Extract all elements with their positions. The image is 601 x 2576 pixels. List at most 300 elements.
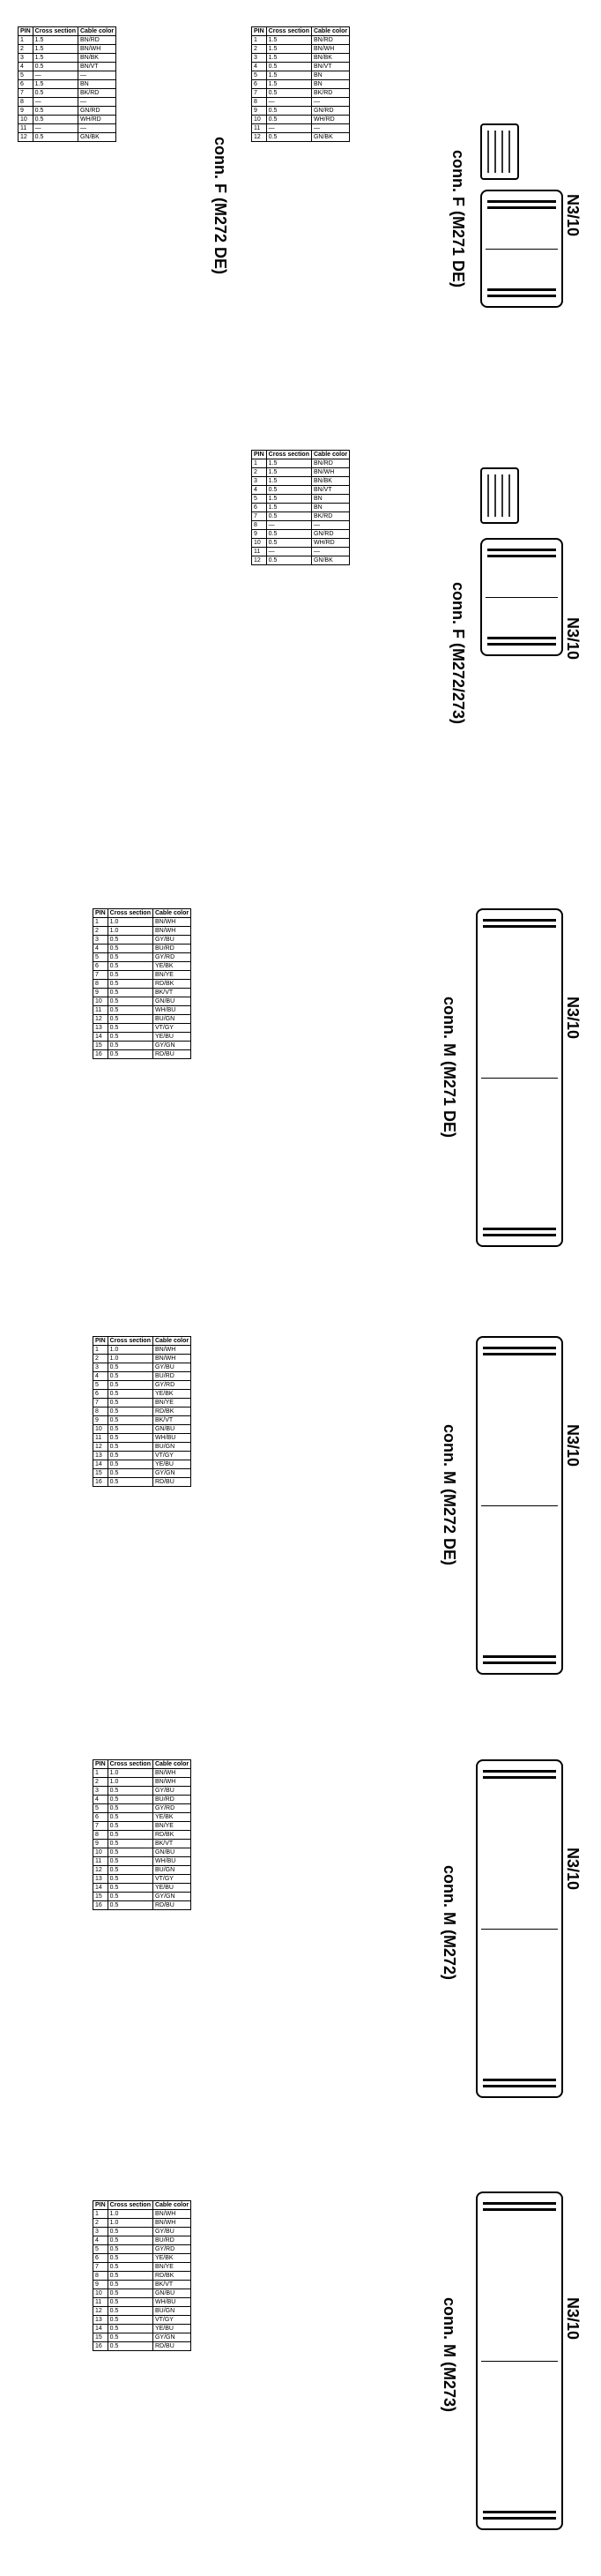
cable-color-cell: BN/VT — [311, 486, 349, 495]
pin-cell: 11 — [93, 1006, 108, 1015]
cable-color-cell: RD/BU — [152, 1478, 190, 1487]
pin-cell: 9 — [93, 2281, 108, 2289]
cable-color-cell: WH/BU — [152, 1006, 190, 1015]
cable-color-cell: BN/WH — [152, 1346, 190, 1355]
cross-section-cell: 1.5 — [266, 477, 311, 486]
pin-cell: 13 — [93, 1024, 108, 1033]
cross-section-cell: 0.5 — [108, 962, 152, 971]
cable-color-cell: RD/BU — [152, 1050, 190, 1059]
pin-cell: 3 — [93, 1363, 108, 1372]
pin-cell: 16 — [93, 2342, 108, 2351]
cross-section-cell: 0.5 — [108, 1469, 152, 1478]
table-row — [93, 1478, 191, 1487]
pin-cell: 7 — [252, 512, 267, 521]
cross-section-cell: 0.5 — [108, 2325, 152, 2333]
pin-table-m-m272 — [93, 1759, 191, 1910]
cross-section-cell: 0.5 — [108, 1042, 152, 1050]
cable-color-cell: BU/GN — [152, 2307, 190, 2316]
pin-cell: 3 — [93, 936, 108, 945]
pin-cell: 5 — [93, 1804, 108, 1813]
cross-section-cell: 0.5 — [266, 530, 311, 539]
cross-section-cell: 0.5 — [108, 1875, 152, 1884]
cable-color-cell: — — [311, 521, 349, 530]
connector-m-diagram — [476, 2191, 563, 2530]
cross-section-cell: 0.5 — [108, 2263, 152, 2272]
cable-color-cell: BN/YE — [152, 2263, 190, 2272]
connector-f-pins-diagram — [480, 190, 563, 308]
pin-cell: 9 — [19, 107, 33, 116]
cross-section-cell: 0.5 — [108, 1901, 152, 1910]
pin-cell: 16 — [93, 1901, 108, 1910]
panel-title: N3/10 — [564, 194, 582, 237]
pin-header: PIN — [93, 909, 108, 918]
cable-color-cell: BU/GN — [152, 1015, 190, 1024]
cross-section-cell: 1.5 — [33, 80, 78, 89]
pin-cell: 11 — [93, 1857, 108, 1866]
cable-color-cell: BK/RD — [311, 512, 349, 521]
pin-cell: 8 — [93, 1407, 108, 1416]
cross-section-cell: 0.5 — [266, 556, 311, 565]
cross-section-cell: 0.5 — [108, 989, 152, 997]
pin-cell: 14 — [93, 2325, 108, 2333]
cable-color-cell: BN/WH — [311, 468, 349, 477]
cross-section-cell: 0.5 — [266, 539, 311, 548]
cable-color-cell: RD/BU — [152, 1901, 190, 1910]
pin-header: PIN — [93, 2201, 108, 2210]
pin-cell: 14 — [93, 1884, 108, 1893]
cable-color-cell: — — [78, 98, 115, 107]
pin-cell: 7 — [93, 1399, 108, 1407]
panel-subtitle: conn. M (M273) — [441, 2297, 458, 2413]
table-row — [19, 89, 116, 98]
pin-cell: 7 — [93, 971, 108, 980]
table-row — [93, 1390, 191, 1399]
pin-cell: 11 — [93, 1434, 108, 1443]
table-header-row — [252, 451, 350, 459]
pin-cell: 5 — [252, 71, 267, 80]
table-row — [252, 107, 350, 116]
table-row — [252, 98, 350, 107]
panel-m-m273 — [0, 2165, 601, 2576]
cable-color-cell: BK/RD — [78, 89, 115, 98]
table-row — [93, 1050, 191, 1059]
pin-cell: 2 — [93, 927, 108, 936]
table-header-row — [93, 1337, 191, 1346]
pin-cell: 10 — [93, 1848, 108, 1857]
pin-cell: 12 — [93, 1866, 108, 1875]
pin-cell: 1 — [252, 459, 267, 468]
table-row — [93, 1884, 191, 1893]
table-row — [19, 116, 116, 124]
pin-header: PIN — [93, 1760, 108, 1769]
cable-color-cell: GN/BK — [311, 133, 349, 142]
cross-section-cell: 1.5 — [33, 54, 78, 63]
cross-section-cell: 0.5 — [108, 1381, 152, 1390]
cross-section-cell: 0.5 — [108, 2228, 152, 2236]
pin-cell: 1 — [93, 918, 108, 927]
cable-color-cell: GY/BU — [152, 936, 190, 945]
pin-cell: 8 — [19, 98, 33, 107]
cross-section-header: Cross section — [108, 1337, 152, 1346]
cross-section-cell: 0.5 — [266, 116, 311, 124]
panel-title: N3/10 — [564, 617, 582, 661]
cable-color-cell: GY/RD — [152, 953, 190, 962]
cross-section-cell: 0.5 — [108, 953, 152, 962]
cable-color-cell: YE/BU — [152, 1884, 190, 1893]
table-row — [93, 1363, 191, 1372]
table-row — [252, 116, 350, 124]
pin-cell: 5 — [93, 953, 108, 962]
table-row — [252, 504, 350, 512]
cross-section-cell: 0.5 — [108, 1050, 152, 1059]
table-row — [93, 1901, 191, 1910]
cross-section-cell: 0.5 — [266, 63, 311, 71]
cable-color-cell: BU/GN — [152, 1443, 190, 1452]
cross-section-cell: 0.5 — [108, 2316, 152, 2325]
table-row — [93, 1804, 191, 1813]
cable-color-cell: BN/YE — [152, 971, 190, 980]
table-header-row — [93, 1760, 191, 1769]
cable-color-cell: GY/GN — [152, 1042, 190, 1050]
pin-cell: 3 — [93, 2228, 108, 2236]
cable-color-cell: WH/RD — [311, 539, 349, 548]
table-row — [93, 1796, 191, 1804]
cross-section-cell: 0.5 — [33, 107, 78, 116]
table-row — [93, 2272, 191, 2281]
pin-cell: 15 — [93, 1893, 108, 1901]
table-row — [252, 521, 350, 530]
pin-cell: 8 — [93, 2272, 108, 2281]
pin-cell: 6 — [93, 1813, 108, 1822]
table-row — [19, 107, 116, 116]
pin-cell: 6 — [93, 1390, 108, 1399]
cross-section-cell: 0.5 — [108, 997, 152, 1006]
table-row — [93, 953, 191, 962]
cable-color-cell: WH/BU — [152, 1434, 190, 1443]
cross-section-cell: 0.5 — [108, 1822, 152, 1831]
pin-cell: 2 — [93, 1355, 108, 1363]
cross-section-cell: 0.5 — [266, 133, 311, 142]
cross-section-cell: 0.5 — [33, 133, 78, 142]
pin-cell: 2 — [252, 468, 267, 477]
cable-color-header: Cable color — [78, 27, 115, 36]
cable-color-cell: WH/BU — [152, 2298, 190, 2307]
pin-cell: 8 — [252, 521, 267, 530]
cable-color-cell: GN/BK — [78, 133, 115, 142]
cross-section-cell: 0.5 — [108, 1443, 152, 1452]
table-row — [93, 1460, 191, 1469]
cable-color-header: Cable color — [152, 909, 190, 918]
cross-section-cell: 0.5 — [108, 980, 152, 989]
cable-color-cell: RD/BK — [152, 980, 190, 989]
pin-cell: 9 — [93, 1840, 108, 1848]
table-row — [252, 45, 350, 54]
table-row — [93, 1381, 191, 1390]
cable-color-header: Cable color — [311, 451, 349, 459]
cable-color-header: Cable color — [152, 1760, 190, 1769]
table-row — [19, 36, 116, 45]
table-row — [93, 1416, 191, 1425]
cross-section-cell: 0.5 — [108, 1460, 152, 1469]
cross-section-cell: — — [33, 124, 78, 133]
pin-cell: 3 — [93, 1787, 108, 1796]
table-row — [93, 2316, 191, 2325]
cross-section-cell: 1.0 — [108, 1769, 152, 1778]
pin-cell: 2 — [93, 1778, 108, 1787]
table-row — [93, 1857, 191, 1866]
table-row — [93, 2228, 191, 2236]
pin-cell: 4 — [93, 1796, 108, 1804]
pin-cell: 6 — [252, 80, 267, 89]
cable-color-cell: BK/VT — [152, 1840, 190, 1848]
cross-section-cell: 1.5 — [266, 71, 311, 80]
cable-color-cell: VT/GY — [152, 1875, 190, 1884]
pin-cell: 2 — [93, 2219, 108, 2228]
table-row — [93, 2289, 191, 2298]
cable-color-cell: BN/WH — [152, 1778, 190, 1787]
cable-color-cell: YE/BK — [152, 1390, 190, 1399]
cable-color-cell: GN/RD — [311, 107, 349, 116]
cable-color-cell: BN/RD — [311, 36, 349, 45]
cable-color-cell: RD/BU — [152, 2342, 190, 2351]
cable-color-cell: GN/BU — [152, 2289, 190, 2298]
table-row — [93, 1024, 191, 1033]
cross-section-cell: 1.5 — [266, 459, 311, 468]
table-row — [93, 2263, 191, 2272]
table-row — [93, 1452, 191, 1460]
table-row — [93, 1434, 191, 1443]
cable-color-cell: RD/BK — [152, 1407, 190, 1416]
cross-section-cell: 0.5 — [266, 512, 311, 521]
pin-cell: 4 — [93, 945, 108, 953]
table-row — [19, 80, 116, 89]
table-row — [93, 927, 191, 936]
cable-color-cell: BU/GN — [152, 1866, 190, 1875]
cross-section-cell: 0.5 — [108, 1831, 152, 1840]
panel-subtitle: conn. M (M272) — [441, 1865, 458, 1981]
panel-title: N3/10 — [564, 1848, 582, 1891]
table-row — [93, 1346, 191, 1355]
cable-color-cell: YE/BU — [152, 1460, 190, 1469]
cable-color-cell: BN/WH — [152, 1769, 190, 1778]
panel-title: N3/10 — [564, 997, 582, 1040]
table-row — [93, 1875, 191, 1884]
pin-cell: 7 — [19, 89, 33, 98]
table-row — [93, 1893, 191, 1901]
panel-subtitle: conn. F (M272/273) — [449, 582, 467, 725]
table-row — [93, 1355, 191, 1363]
cross-section-cell: 0.5 — [108, 2281, 152, 2289]
cable-color-cell: — — [78, 71, 115, 80]
table-row — [93, 1015, 191, 1024]
cable-color-cell: BN — [311, 495, 349, 504]
panel-subtitle: conn. F (M271 DE) — [449, 150, 467, 288]
cross-section-cell: 0.5 — [108, 1033, 152, 1042]
table-row — [93, 1443, 191, 1452]
panel-m-m272 — [0, 1742, 601, 2165]
cable-color-cell: BN/BK — [311, 477, 349, 486]
table-row — [19, 98, 116, 107]
cross-section-cell: — — [33, 71, 78, 80]
cable-color-cell: GY/BU — [152, 2228, 190, 2236]
pin-cell: 16 — [93, 1050, 108, 1059]
cross-section-cell: 0.5 — [33, 63, 78, 71]
cross-section-cell: 1.5 — [266, 80, 311, 89]
cable-color-cell: GY/RD — [152, 2245, 190, 2254]
table-row — [93, 945, 191, 953]
pin-cell: 7 — [93, 1822, 108, 1831]
cable-color-cell: BN/YE — [152, 1399, 190, 1407]
pin-cell: 10 — [19, 116, 33, 124]
cable-color-cell: BU/RD — [152, 945, 190, 953]
table-row — [93, 2333, 191, 2342]
cross-section-cell: 0.5 — [108, 1813, 152, 1822]
table-row — [93, 2307, 191, 2316]
cross-section-cell: 0.5 — [108, 2307, 152, 2316]
cable-color-cell: BN — [311, 71, 349, 80]
table-row — [93, 1778, 191, 1787]
table-row — [93, 1822, 191, 1831]
pin-cell: 11 — [252, 124, 267, 133]
table-row — [252, 556, 350, 565]
table-row — [93, 2325, 191, 2333]
cross-section-cell: 0.5 — [108, 945, 152, 953]
connector-m-diagram — [476, 1336, 563, 1675]
cable-color-cell: VT/GY — [152, 1452, 190, 1460]
connector-m-diagram — [476, 908, 563, 1247]
pin-header: PIN — [93, 1337, 108, 1346]
table-row — [252, 36, 350, 45]
pin-cell: 9 — [93, 989, 108, 997]
pin-cell: 12 — [93, 1015, 108, 1024]
table-row — [93, 2254, 191, 2263]
cross-section-cell: 0.5 — [266, 486, 311, 495]
table-row — [93, 989, 191, 997]
pin-cell: 2 — [19, 45, 33, 54]
connector-f-diagram — [480, 467, 519, 524]
cable-color-cell: GN/BU — [152, 1848, 190, 1857]
cross-section-cell: 0.5 — [108, 1363, 152, 1372]
cross-section-cell: 1.5 — [33, 45, 78, 54]
cable-color-cell: VT/GY — [152, 2316, 190, 2325]
table-row — [252, 71, 350, 80]
pin-cell: 6 — [252, 504, 267, 512]
pin-header: PIN — [19, 27, 33, 36]
table-row — [19, 133, 116, 142]
table-row — [93, 2342, 191, 2351]
pin-table-f-m272273 — [251, 450, 350, 565]
cable-color-cell: BN — [311, 504, 349, 512]
cable-color-cell: YE/BU — [152, 2325, 190, 2333]
pin-cell: 2 — [252, 45, 267, 54]
cable-color-cell: GY/GN — [152, 1893, 190, 1901]
pin-header: PIN — [252, 27, 267, 36]
pin-cell: 8 — [252, 98, 267, 107]
cable-color-cell: BN/WH — [152, 2210, 190, 2219]
cable-color-cell: BU/RD — [152, 1372, 190, 1381]
table-row — [93, 1848, 191, 1857]
panel-m-m271de — [0, 891, 601, 1314]
pin-cell: 5 — [19, 71, 33, 80]
pin-cell: 8 — [93, 980, 108, 989]
pin-cell: 15 — [93, 2333, 108, 2342]
panel-f-m271 — [0, 0, 601, 441]
cross-section-cell: 1.0 — [108, 1778, 152, 1787]
cable-color-cell: YE/BK — [152, 962, 190, 971]
cable-color-header: Cable color — [152, 2201, 190, 2210]
pin-cell: 4 — [93, 1372, 108, 1381]
pin-cell: 4 — [252, 63, 267, 71]
pin-cell: 12 — [19, 133, 33, 142]
cable-color-cell: — — [311, 548, 349, 556]
cable-color-cell: BN/YE — [152, 1822, 190, 1831]
cable-color-cell: BN/WH — [152, 2219, 190, 2228]
table-row — [93, 1425, 191, 1434]
cable-color-cell: YE/BU — [152, 1033, 190, 1042]
pin-cell: 11 — [19, 124, 33, 133]
table-row — [93, 1866, 191, 1875]
cable-color-cell: BN/BK — [78, 54, 115, 63]
cable-color-header: Cable color — [311, 27, 349, 36]
cross-section-cell: 0.5 — [108, 1390, 152, 1399]
pin-cell: 6 — [19, 80, 33, 89]
cross-section-cell: 0.5 — [266, 107, 311, 116]
cross-section-header: Cross section — [108, 2201, 152, 2210]
table-row — [252, 468, 350, 477]
table-header-row — [252, 27, 350, 36]
table-row — [252, 548, 350, 556]
table-row — [93, 1831, 191, 1840]
table-row — [19, 54, 116, 63]
pin-cell: 13 — [93, 1452, 108, 1460]
cable-color-cell: BK/VT — [152, 2281, 190, 2289]
pin-cell: 3 — [19, 54, 33, 63]
pin-cell: 13 — [93, 2316, 108, 2325]
cross-section-cell: 0.5 — [108, 1478, 152, 1487]
pin-table-m-m273 — [93, 2200, 191, 2351]
cable-color-header: Cable color — [152, 1337, 190, 1346]
table-row — [252, 54, 350, 63]
pin-cell: 1 — [19, 36, 33, 45]
cross-section-cell: — — [266, 548, 311, 556]
cross-section-cell: 1.5 — [266, 504, 311, 512]
pin-cell: 3 — [252, 54, 267, 63]
cable-color-cell: BN/WH — [152, 927, 190, 936]
pin-cell: 4 — [19, 63, 33, 71]
table-row — [19, 124, 116, 133]
cross-section-header: Cross section — [266, 451, 311, 459]
table-row — [252, 133, 350, 142]
cable-color-cell: BN/VT — [78, 63, 115, 71]
table-row — [93, 1769, 191, 1778]
pin-cell: 15 — [93, 1469, 108, 1478]
cross-section-cell: 0.5 — [108, 1407, 152, 1416]
cross-section-cell: 1.5 — [266, 54, 311, 63]
pin-cell: 5 — [93, 1381, 108, 1390]
table-row — [93, 2245, 191, 2254]
cross-section-cell: 0.5 — [108, 1787, 152, 1796]
table-row — [252, 89, 350, 98]
cable-color-cell: GN/BU — [152, 1425, 190, 1434]
cross-section-cell: 1.0 — [108, 2210, 152, 2219]
pin-cell: 10 — [93, 1425, 108, 1434]
cable-color-cell: WH/RD — [78, 116, 115, 124]
table-row — [93, 918, 191, 927]
cross-section-cell: 0.5 — [266, 89, 311, 98]
pin-cell: 6 — [93, 2254, 108, 2263]
cable-color-cell: RD/BK — [152, 2272, 190, 2281]
cable-color-cell: BN/VT — [311, 63, 349, 71]
